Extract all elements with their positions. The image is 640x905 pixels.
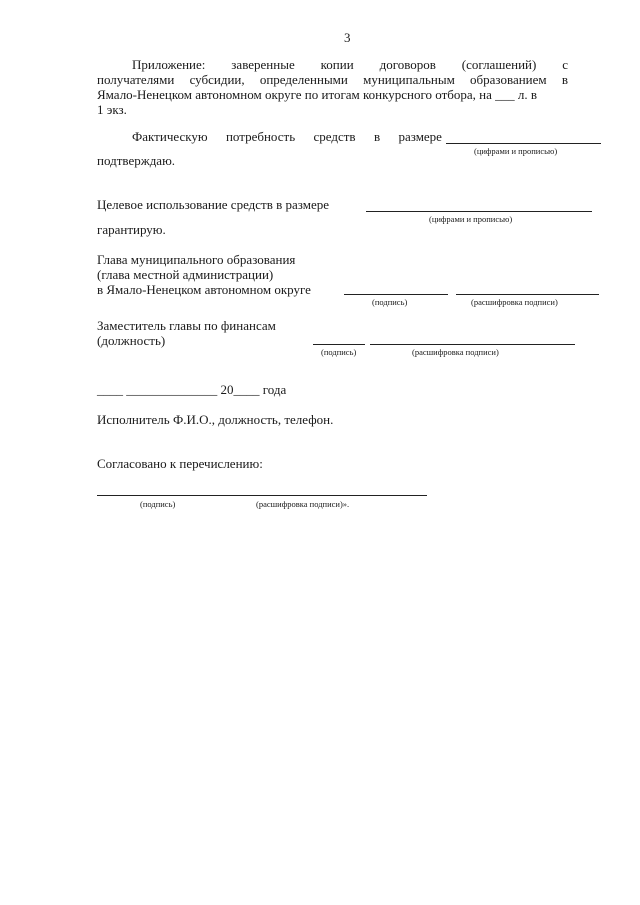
need-word: Фактическую [132, 129, 208, 144]
need-confirm: подтверждаю. [97, 153, 176, 168]
need-text [132, 129, 442, 144]
need-caption: (цифрами и прописью) [474, 146, 558, 156]
target-use-caption: (цифрами и прописью) [429, 214, 513, 224]
head-title-line-2: (глава местной администрации) [97, 267, 274, 282]
approved-text: Согласовано к перечислению: [97, 456, 263, 471]
date-month-blank: ______________ [126, 382, 218, 397]
date-year-blank: ____ [233, 382, 260, 397]
approved-signature-line [97, 495, 427, 496]
attachment-text: л. в [517, 87, 538, 102]
need-amount-line [446, 143, 601, 144]
attachment-word: Приложение: [132, 57, 206, 72]
sheets-blank: ___ [495, 87, 515, 102]
date-day-blank: ____ [97, 382, 123, 397]
deputy-decode-caption: (расшифровка подписи) [412, 347, 499, 357]
attachment-word: договоров [379, 57, 436, 72]
target-use-amount-line [366, 211, 592, 212]
attachment-word: заверенные [231, 57, 295, 72]
head-title-line-3: в Ямало-Ненецком автономном округе [97, 282, 311, 297]
approved-signature-caption: (подпись) [140, 499, 176, 509]
head-title-line-1: Глава муниципального образования [97, 252, 296, 267]
deputy-title-line-1: Заместитель главы по финансам [97, 318, 276, 333]
need-word: размере [398, 129, 442, 144]
date-year-prefix: 20 [220, 382, 234, 397]
need-word: средств [313, 129, 356, 144]
attachment-text: Ямало-Ненецком автономном округе по итогам конкурсного отбора, на [97, 87, 492, 102]
attachment-word: копии [320, 57, 354, 72]
need-word: потребность [225, 129, 296, 144]
head-signature-caption: (подпись) [372, 297, 408, 307]
attachment-word: (соглашений) [461, 57, 537, 72]
attachment-line-2: получателями субсидии, определенными муниципальным образованием в [97, 72, 568, 87]
need-word: в [373, 129, 381, 144]
page-number: 3 [344, 30, 351, 45]
attachment-line-1 [132, 57, 568, 72]
head-decode-line [456, 294, 599, 295]
head-signature-line [344, 294, 448, 295]
deputy-decode-line [370, 344, 575, 345]
head-decode-caption: (расшифровка подписи) [471, 297, 558, 307]
executor-line: Исполнитель Ф.И.О., должность, телефон. [97, 412, 334, 427]
attachment-word: с [562, 57, 568, 72]
attachment-line-3 [97, 87, 537, 102]
target-use-text: Целевое использование средств в размере [97, 197, 330, 212]
date-line [97, 382, 286, 397]
deputy-title-line-2: (должность) [97, 333, 166, 348]
attachment-line-4: 1 экз. [97, 102, 127, 117]
deputy-signature-caption: (подпись) [321, 347, 357, 357]
target-use-guarantee: гарантирую. [97, 222, 166, 237]
date-suffix: года [262, 382, 287, 397]
deputy-signature-line [313, 344, 365, 345]
approved-decode-caption: (расшифровка подписи)». [256, 499, 350, 509]
